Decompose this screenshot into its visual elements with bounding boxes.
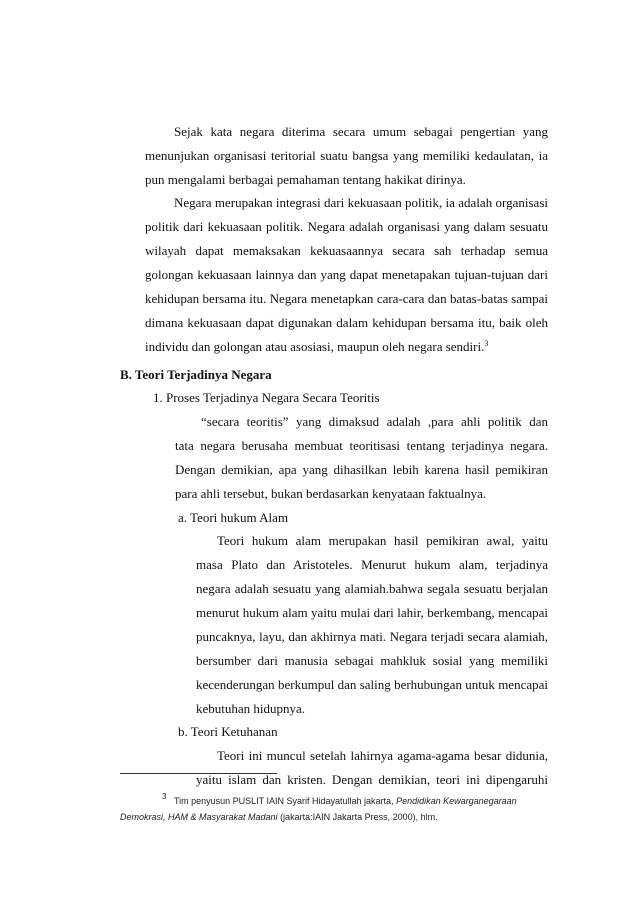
paragraph-line: masa Plato dan Aristoteles. Menurut hukum alam, terjadinya [196, 557, 548, 572]
paragraph-line: dimana kekuasaan dapat digunakan dalam kehidupan bersama itu, baik oleh [145, 315, 548, 330]
paragraph-line: Negara merupakan integrasi dari kekuasaan politik, ia adalah organisasi [174, 195, 548, 210]
paragraph-line: para ahli tersebut, bukan berdasarkan kenyataan faktualnya. [175, 486, 487, 501]
footnote-line-2 [120, 811, 438, 823]
subsection-heading: 1. Proses Terjadinya Negara Secara Teoritis [153, 390, 380, 405]
paragraph-line: kebutuhan hidupnya. [196, 701, 306, 716]
list-item-heading: a. Teori hukum Alam [178, 510, 289, 525]
paragraph-line: yaitu islam dan kristen. Dengan demikian, teori ini dipengaruhi [196, 772, 548, 787]
paragraph-line: Teori ini muncul setelah lahirnya agama-agama besar didunia, [217, 748, 548, 763]
paragraph-line: wilayah dapat memaksakan kekuasaannya secara sah terhadap semua [145, 243, 548, 258]
paragraph-line: menunjukan organisasi teritorial suatu bangsa yang memiliki kedaulatan, ia [145, 148, 548, 163]
paragraph-line: politik dari kekuasaan politik. Negara adalah organisasi yang dalam sesuatu [145, 219, 548, 234]
footnote-text: (jakarta:IAIN Jakarta Press, 2000), hlm. [277, 812, 438, 822]
paragraph-line: “secara teoritis” yang dimaksud adalah ,para ahli politik dan [201, 414, 548, 429]
footnote-title: Demokrasi, HAM & Masyarakat Madani [120, 812, 278, 822]
paragraph-line: Teori hukum alam merupakan hasil pemikiran awal, yaitu [217, 533, 548, 548]
list-item-heading: b. Teori Ketuhanan [178, 724, 278, 739]
paragraph-line: negara adalah sesuatu yang alamiah.bahwa segala sesuatu berjalan [196, 581, 548, 596]
paragraph-line: tata negara berusaha membuat teoritisasi tentang terjadinya negara. [175, 438, 548, 453]
footnote-line-1 [162, 792, 517, 807]
section-heading: B. Teori Terjadinya Negara [120, 367, 272, 382]
paragraph-line: menurut hukum alam yaitu mulai dari lahir, berkembang, mencapai [196, 605, 548, 620]
footnote-number: 3 [162, 792, 167, 801]
paragraph-line: puncaknya, layu, dan akhirnya mati. Negara terjadi secara alamiah, [196, 629, 548, 644]
paragraph-line: Dengan demikian, apa yang dihasilkan lebih karena hasil pemikiran [175, 462, 548, 477]
paragraph-line: pun mengalami berbagai pemahaman tentang hakikat dirinya. [145, 172, 466, 187]
paragraph-line: kehidupan bersama itu. Negara menetapkan cara-cara dan batas-batas sampai [145, 291, 548, 306]
footnote-reference[interactable]: 3 [484, 339, 489, 348]
paragraph-line: kecenderungan berkumpul dan saling berhubungan untuk mencapai [196, 677, 548, 692]
paragraph-line-last [145, 339, 488, 355]
paragraph-text: individu dan golongan atau asosiasi, maupun oleh negara sendiri. [145, 339, 485, 354]
footnote-title: Pendidikan Kewarganegaraan [396, 796, 517, 806]
footnote-text: Tim penyusun PUSLIT IAIN Syarif Hidayatullah jakarta, [173, 796, 397, 806]
paragraph-line: golongan kekuasaan lainnya dan yang dapat menetapakan tujuan-tujuan dari [145, 267, 548, 282]
paragraph-line: bersumber dari manusia sebagai mahkluk sosial yang memiliki [196, 653, 548, 668]
paragraph-line: Sejak kata negara diterima secara umum sebagai pengertian yang [174, 124, 548, 139]
footnote-divider [120, 773, 277, 774]
